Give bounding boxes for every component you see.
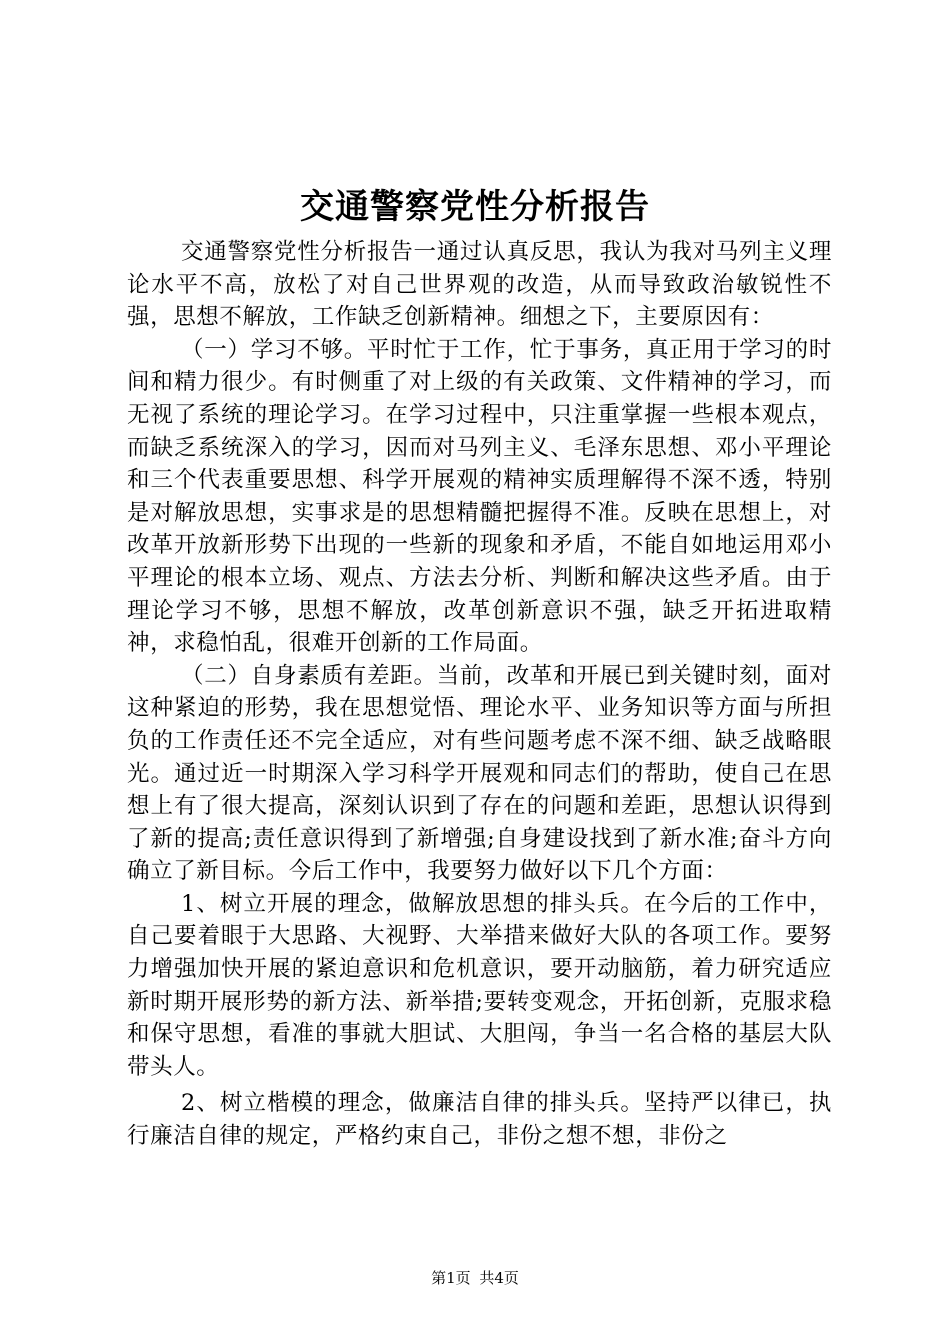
- paragraph-intro: 交通警察党性分析报告一通过认真反思，我认为我对马列主义理论水平不高，放松了对自己世界观的改造，从而导致政治敏锐性不强，思想不解放，工作缺乏创新精神。细想之下，主要原因有：: [127, 239, 832, 331]
- paragraph-item-2: 2、树立楷模的理念，做廉洁自律的排头兵。坚持严以律已，执行廉洁自律的规定，严格约束自己，非份之想不想，非份之: [127, 1090, 832, 1150]
- document-title: 交通警察党性分析报告: [300, 187, 650, 227]
- document-body: [127, 236, 832, 1153]
- paragraph-section-1: （一）学习不够。平时忙于工作，忙于事务，真正用于学习的时间和精力很少。有时侧重了对上级的有关政策、文件精神的学习，而无视了系统的理论学习。在学习过程中，只注重掌握一些根本观点，而缺乏系统深入的学习，因而对马列主义、毛泽东思想、邓小平理论和三个代表重要思想、科学开展观的精神实质理解得不深不透，特别是对解放思想，实事求是的思想精髓把握得不准。反映在思想上，对改革开放新形势下出现的一些新的现象和矛盾，不能自如地运用邓小平理论的根本立场、观点、方法去分析、判断和解决这些矛盾。由于理论学习不够，思想不解放，改革创新意识不强，缺乏开拓进取精神，求稳怕乱，很难开创新的工作局面。: [127, 336, 832, 657]
- paragraph-section-2: （二）自身素质有差距。当前，改革和开展已到关键时刻，面对这种紧迫的形势，我在思想觉悟、理论水平、业务知识等方面与所担负的工作责任还不完全适应，对有些问题考虑不深不细、缺乏战略眼光。通过近一时期深入学习科学开展观和同志们的帮助，使自己在思想上有了很大提高，深刻认识到了存在的问题和差距，思想认识得到了新的提高;责任意识得到了新增强;自身建设找到了新水准;奋斗方向确立了新目标。今后工作中，我要努力做好以下几个方面：: [127, 662, 832, 885]
- paragraph-item-1: 1、树立开展的理念，做解放思想的排头兵。在今后的工作中，自己要着眼于大思路、大视野、大举措来做好大队的各项工作。要努力增强加快开展的紧迫意识和危机意识，要开动脑筋，着力研究适应新时期开展形势的新方法、新举措;要转变观念，开拓创新，克服求稳和保守思想，看准的事就大胆试、大胆闯，争当一名合格的基层大队带头人。: [127, 890, 832, 1080]
- page-number-footer: 第1页 共4页: [431, 1269, 519, 1287]
